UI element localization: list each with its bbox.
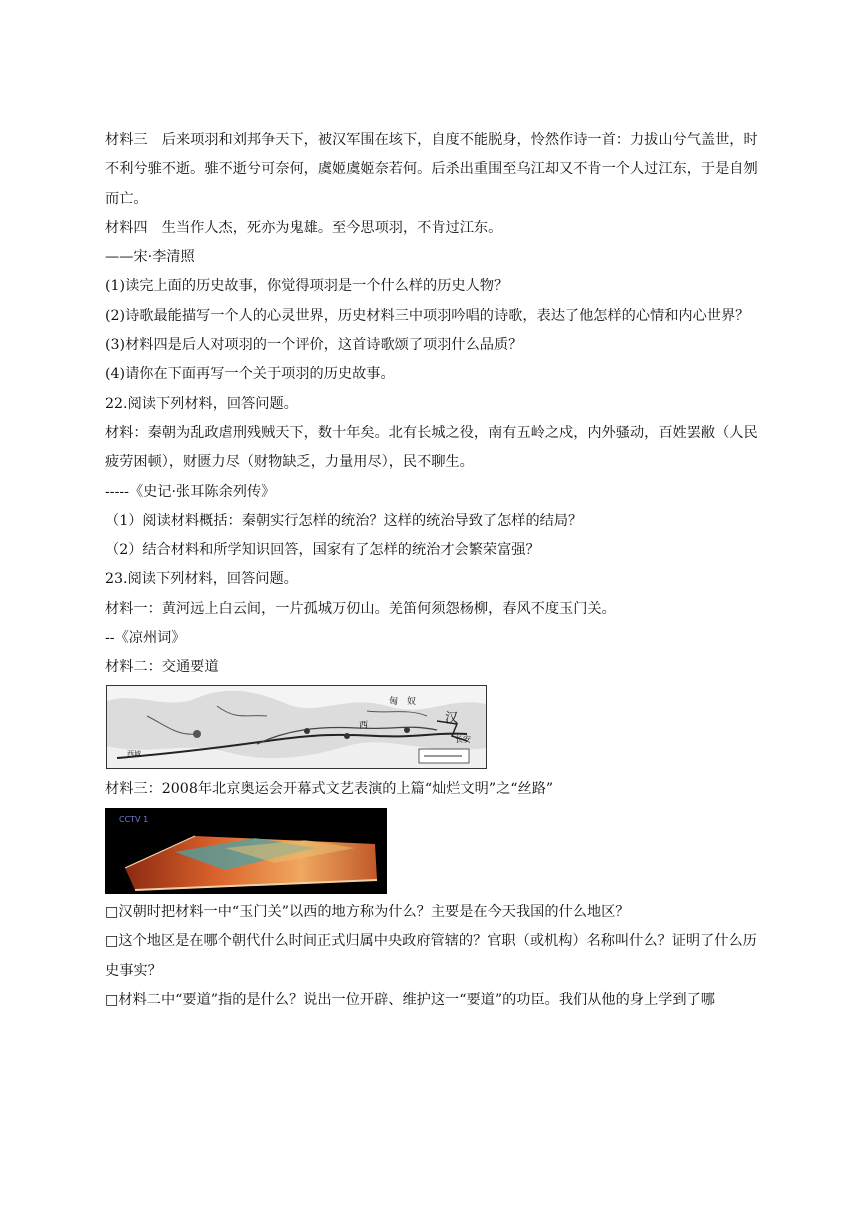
question-23-2: □这个地区是在哪个朝代什么时间正式归属中央政府管辖的？官职（或机构）名称叫什么？证明了什么历史事实？	[105, 933, 757, 979]
question-23-1: □汉朝时把材料一中“玉门关”以西的地方称为什么？主要是在今天我国的什么地区？	[105, 903, 630, 920]
heading-22: 22.阅读下列材料，回答问题。	[105, 395, 298, 412]
question-22-2: （2）结合材料和所学知识回答，国家有了怎样的统治才会繁荣富强？	[105, 542, 540, 559]
paragraph-22-source: -----《史记·张耳陈余列传》	[105, 483, 276, 500]
paragraph-22-material: 材料：秦朝为乱政虐刑残贼天下，数十年矣。北有长城之役，南有五岭之戍，内外骚动，百姓罢敝（人民疲劳困顿），财匮力尽（财物缺乏，力量用尽），民不聊生。	[105, 424, 758, 471]
paragraph-material-3: 材料三 后来项羽和刘邦争天下，被汉军围在垓下，自度不能脱身，怜然作诗一首：力拔山兮气盖世，时不利兮骓不逝。骓不逝兮可奈何，虞姬虞姬奈若何。后杀出重围至乌江却又不肯一个人过江东，于是自刎而亡。	[105, 132, 758, 207]
heading-23: 23.阅读下列材料，回答问题。	[105, 571, 298, 588]
paragraph-23-material-1: 材料一：黄河远上白云间，一片孤城万仞山。羌笛何须怨杨柳，春风不度玉门关。	[105, 600, 616, 617]
paragraph-material-4: 材料四 生当作人杰，死亦为鬼雄。至今思项羽，不肯过江东。	[105, 219, 503, 236]
paragraph-source: ——宋·李清照	[105, 249, 195, 266]
paragraph-23-source: --《凉州词》	[105, 630, 186, 647]
map-label-xiyu: 西域	[127, 749, 141, 758]
map-label-han: 汉	[445, 710, 459, 726]
paragraph-23-material-2: 材料二：交通要道	[105, 659, 219, 676]
paragraph-23-material-3: 材料三：2008年北京奥运会开幕式文艺表演的上篇“灿烂文明”之“丝路”	[105, 780, 554, 797]
document-content	[105, 126, 760, 1015]
question-2: (2)诗歌最能描写一个人的心灵世界，历史材料三中项羽吟唱的诗歌，表达了他怎样的心情和内心世界？	[105, 307, 750, 324]
question-1: (1)读完上面的历史故事，你觉得项羽是一个什么样的历史人物？	[105, 278, 509, 295]
map-drawing	[107, 686, 486, 768]
map-label-changan: 长安	[455, 734, 471, 744]
question-22-1: （1）阅读材料概括：秦朝实行怎样的统治？这样的统治导致了怎样的结局？	[105, 512, 583, 529]
silk-road-map-image	[106, 685, 487, 769]
question-4: (4)请你在下面再写一个关于项羽的历史故事。	[105, 366, 395, 383]
question-3: (3)材料四是后人对项羽的一个评价，这首诗歌颂了项羽什么品质？	[105, 337, 523, 354]
map-label-west: 西	[359, 720, 369, 731]
olympic-silk-road-image	[105, 808, 387, 894]
olympic-scroll-drawing	[105, 808, 387, 894]
map-label-xiongnu: 匈 奴	[389, 696, 417, 707]
cctv-logo: CCTV 1	[119, 814, 149, 824]
question-23-3: □材料二中“要道”指的是什么？说出一位开辟、维护这一“要道”的功臣。我们从他的身上学到了哪	[105, 991, 715, 1008]
